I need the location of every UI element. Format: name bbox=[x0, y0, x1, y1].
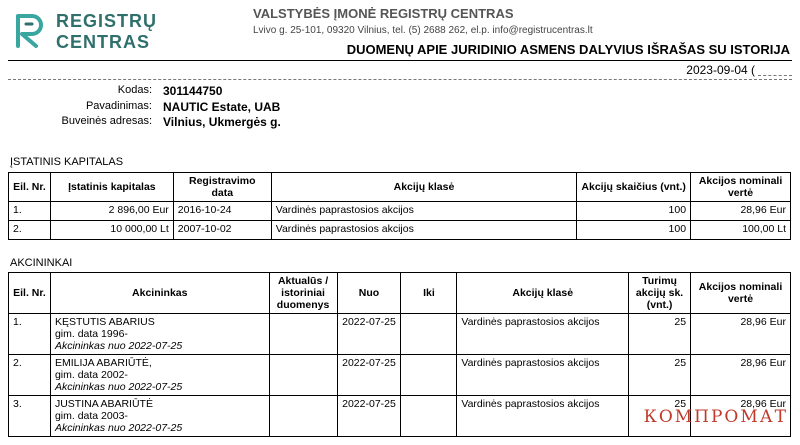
share-class: Vardinės paprastosios akcijos bbox=[271, 202, 576, 221]
organization-address: Lvivo g. 25-101, 09320 Vilnius, tel. (5) 2688 262, el.p. info@registrucentras.lt bbox=[253, 25, 593, 36]
date-blank bbox=[758, 63, 792, 76]
share-count: 25 bbox=[629, 396, 691, 437]
logo-text-line2: CENTRAS bbox=[56, 32, 151, 52]
col-header: Akcininkas bbox=[50, 273, 269, 314]
capital-amount: 2 896,00 Eur bbox=[50, 202, 173, 221]
col-header: Įstatinis kapitalas bbox=[50, 173, 173, 202]
share-class: Vardinės paprastosios akcijos bbox=[457, 314, 629, 355]
shareholder-name: JUSTINA ABARIŪTĖ bbox=[54, 398, 153, 410]
shareholder-birth: gim. data 2003- bbox=[54, 410, 128, 422]
share-count: 25 bbox=[629, 314, 691, 355]
col-header: Akcijų klasė bbox=[457, 273, 629, 314]
organization-name: VALSTYBĖS ĮMONĖ REGISTRŲ CENTRAS bbox=[253, 6, 514, 21]
capital-section-title: ĮSTATINIS KAPITALAS bbox=[10, 156, 124, 168]
col-header: Turimų akcijų sk. (vnt.) bbox=[629, 273, 691, 314]
share-count: 25 bbox=[629, 355, 691, 396]
date-from: 2022-07-25 bbox=[337, 396, 401, 437]
col-header: Iki bbox=[401, 273, 457, 314]
share-count: 100 bbox=[577, 202, 691, 221]
capital-table bbox=[8, 172, 791, 240]
entity-address-label: Buveinės adresas: bbox=[61, 115, 152, 127]
nominal-value: 28,96 Eur bbox=[691, 314, 791, 355]
rc-logo-icon bbox=[12, 10, 50, 50]
date-to bbox=[401, 314, 457, 355]
col-header: Akcijų klasė bbox=[271, 173, 576, 202]
row-number: 2. bbox=[9, 355, 51, 396]
col-header: Akcijos nominali vertė bbox=[691, 273, 791, 314]
shareholder-since: Akcininkas nuo 2022-07-25 bbox=[54, 381, 183, 393]
entity-name: NAUTIC Estate, UAB bbox=[163, 100, 281, 114]
shareholders-section-title: AKCININKAI bbox=[10, 257, 73, 269]
shareholder-since: Akcininkas nuo 2022-07-25 bbox=[54, 340, 183, 352]
col-header: Aktualūs / istoriniai duomenys bbox=[269, 273, 337, 314]
share-class: Vardinės paprastosios akcijos bbox=[271, 221, 576, 240]
share-count: 100 bbox=[577, 221, 691, 240]
col-header: Eil. Nr. bbox=[9, 273, 51, 314]
shareholder-cell bbox=[50, 314, 269, 355]
entity-code-row bbox=[0, 84, 800, 100]
extract-date: 2023-09-04 ( bbox=[686, 63, 755, 77]
shareholder-name: KĘSTUTIS ABARIUS bbox=[54, 316, 155, 328]
table-row bbox=[9, 202, 791, 221]
table-row bbox=[9, 355, 791, 396]
share-class: Vardinės paprastosios akcijos bbox=[457, 396, 629, 437]
record-status bbox=[269, 355, 337, 396]
table-row bbox=[9, 221, 791, 240]
shareholder-cell bbox=[50, 355, 269, 396]
shareholders-header-row bbox=[9, 273, 791, 314]
record-status bbox=[269, 396, 337, 437]
entity-name-label: Pavadinimas: bbox=[85, 100, 152, 112]
nominal-value: 28,96 Eur bbox=[691, 396, 791, 437]
entity-code-label: Kodas: bbox=[117, 84, 152, 96]
date-from: 2022-07-25 bbox=[337, 314, 401, 355]
nominal-value: 28,96 Eur bbox=[691, 202, 791, 221]
row-number: 1. bbox=[9, 202, 51, 221]
share-class: Vardinės paprastosios akcijos bbox=[457, 355, 629, 396]
entity-address: Vilnius, Ukmergės g. bbox=[163, 115, 281, 129]
shareholder-birth: gim. data 1996- bbox=[54, 328, 128, 340]
nominal-value: 28,96 Eur bbox=[691, 355, 791, 396]
row-number: 1. bbox=[9, 314, 51, 355]
registration-date: 2007-10-02 bbox=[173, 221, 271, 240]
registration-date: 2016-10-24 bbox=[173, 202, 271, 221]
row-number: 2. bbox=[9, 221, 51, 240]
col-header: Eil. Nr. bbox=[9, 173, 51, 202]
capital-amount: 10 000,00 Lt bbox=[50, 221, 173, 240]
shareholder-cell bbox=[50, 396, 269, 437]
date-from: 2022-07-25 bbox=[337, 355, 401, 396]
table-row bbox=[9, 314, 791, 355]
nominal-value: 100,00 Lt bbox=[691, 221, 791, 240]
date-to bbox=[401, 355, 457, 396]
header-rule bbox=[8, 60, 792, 61]
entity-address-row bbox=[0, 115, 800, 131]
document-title: DUOMENŲ APIE JURIDINIO ASMENS DALYVIUS IŠRAŠAS SU ISTORIJA bbox=[346, 42, 790, 57]
date-to bbox=[401, 396, 457, 437]
row-number: 3. bbox=[9, 396, 51, 437]
logo-text-line1: REGISTRŲ bbox=[56, 11, 158, 31]
col-header: Nuo bbox=[337, 273, 401, 314]
col-header: Akcijų skaičius (vnt.) bbox=[577, 173, 691, 202]
entity-code: 301144750 bbox=[163, 84, 223, 98]
shareholder-name: EMILIJA ABARIŪTĖ, bbox=[54, 357, 152, 369]
capital-header-row bbox=[9, 173, 791, 202]
registru-centras-logo bbox=[12, 8, 158, 52]
shareholder-birth: gim. data 2002- bbox=[54, 369, 128, 381]
watermark: КОМПРОМАТ bbox=[643, 407, 788, 427]
col-header: Akcijos nominali vertė bbox=[691, 173, 791, 202]
entity-name-row bbox=[0, 100, 800, 116]
shareholder-since: Akcininkas nuo 2022-07-25 bbox=[54, 422, 183, 434]
record-status bbox=[269, 314, 337, 355]
col-header: Registravimo data bbox=[173, 173, 271, 202]
date-rule bbox=[8, 79, 792, 80]
